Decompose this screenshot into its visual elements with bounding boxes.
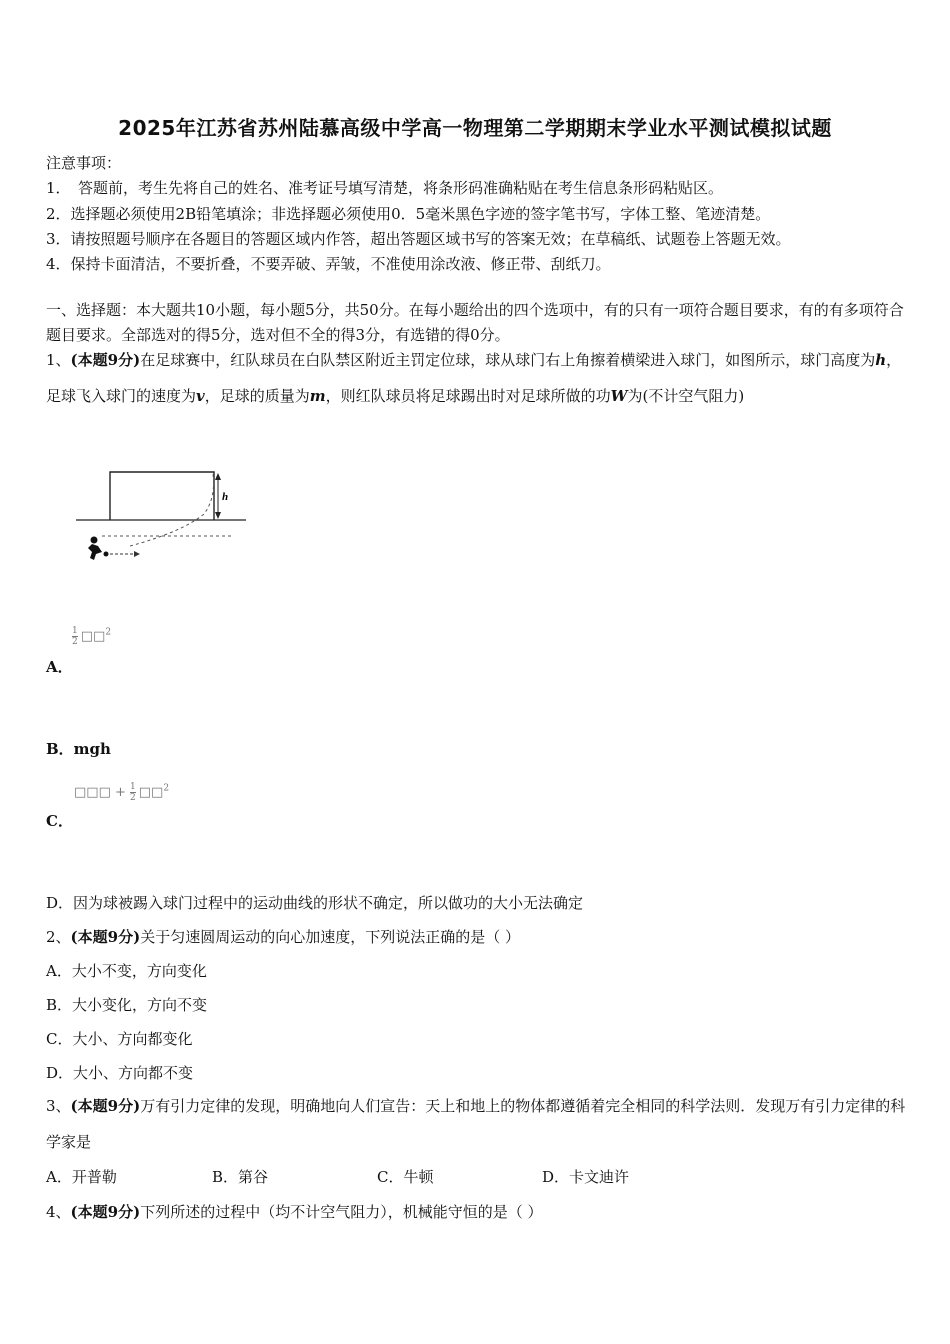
height-label: h (222, 491, 229, 503)
question-score: (本题9分) (70, 1203, 141, 1221)
q2-option: B．大小变化，方向不变 (46, 996, 208, 1014)
option-a: A． (46, 658, 73, 676)
q3-option: B．第谷 (212, 1168, 269, 1186)
question-number: 4、 (46, 1203, 71, 1221)
notice-item: 3．请按照题号顺序在各题目的答题区域内作答，超出答题区域书写的答案无效；在草稿纸、试题卷上答题无效。 (46, 230, 791, 248)
question-number: 1、 (46, 351, 71, 369)
question-3: 3、(本题9分)万有引力定律的发现，明确地向人们宣告：天上和地上的物体都遵循着完全相同的科学法则．发现万有引力定律的科学家是 (46, 1097, 906, 1151)
option-c: C． (46, 812, 73, 830)
q2-option: D．大小、方向都不变 (46, 1064, 194, 1082)
option-d: D．因为球被踢入球门过程中的运动曲线的形状不确定，所以做功的大小无法确定 (46, 894, 584, 912)
q3-option: C．牛顿 (377, 1168, 434, 1186)
question-score: (本题9分) (70, 928, 141, 946)
notice-item: 4．保持卡面清洁，不要折叠，不要弄破、弄皱，不准使用涂改液、修正带、刮纸刀。 (46, 255, 611, 273)
question-2: 2、(本题9分)关于匀速圆周运动的向心加速度，下列说法正确的是（ ） (46, 928, 520, 946)
q3-option: D．卡文迪许 (542, 1168, 630, 1186)
notice-item: 2．选择题必须使用2B铅笔填涂；非选择题必须使用0．5毫米黑色字迹的签字笔书写，字体工整、笔迹清楚。 (46, 205, 771, 223)
question-number: 2、 (46, 928, 71, 946)
notice-item: 1． 答题前，考生先将自己的姓名、准考证号填写清楚，将条形码准确粘贴在考生信息条形码粘贴区。 (46, 179, 724, 197)
option-c-formula: □□□ + $\frac{1}{2}$ □□$^2$ (74, 782, 170, 803)
question-4: 4、(本题9分)下列所述的过程中（均不计空气阻力），机械能守恒的是（ ） (46, 1203, 543, 1221)
section-intro: 一、选择题：本大题共10小题，每小题5分，共50分。在每小题给出的四个选项中，有的只有一项符合题目要求，有的有多项符合题目要求。全部选对的得5分，选对但不全的得3分，有选错的得0分。 (46, 301, 904, 344)
page-title: 2025年江苏省苏州陆慕高级中学高一物理第二学期期末学业水平测试模拟试题 (118, 116, 832, 140)
q2-option: C．大小、方向都变化 (46, 1030, 193, 1048)
question-number: 3、 (46, 1097, 71, 1115)
question-1: 1、(本题9分)在足球赛中，红队球员在白队禁区附近主罚定位球，球从球门右上角擦着横梁进入球门，如图所示，球门高度为h，足球飞入球门的速度为v，足球的质量为m，则红队球员将足球踢出时对足球所做的功W为(不计空气阻力) (46, 351, 902, 405)
question-score: (本题9分) (70, 351, 141, 369)
q2-option: A．大小不变，方向变化 (46, 962, 207, 980)
option-b: B．mgh (46, 740, 111, 758)
q3-option: A．开普勒 (46, 1168, 117, 1186)
player-icon (88, 537, 109, 561)
notice-heading: 注意事项： (46, 154, 122, 172)
question-score: (本题9分) (70, 1097, 141, 1115)
option-a-formula: $\frac{1}{2}$ □□$^2$ (72, 626, 112, 647)
soccer-goal-figure (72, 462, 252, 572)
